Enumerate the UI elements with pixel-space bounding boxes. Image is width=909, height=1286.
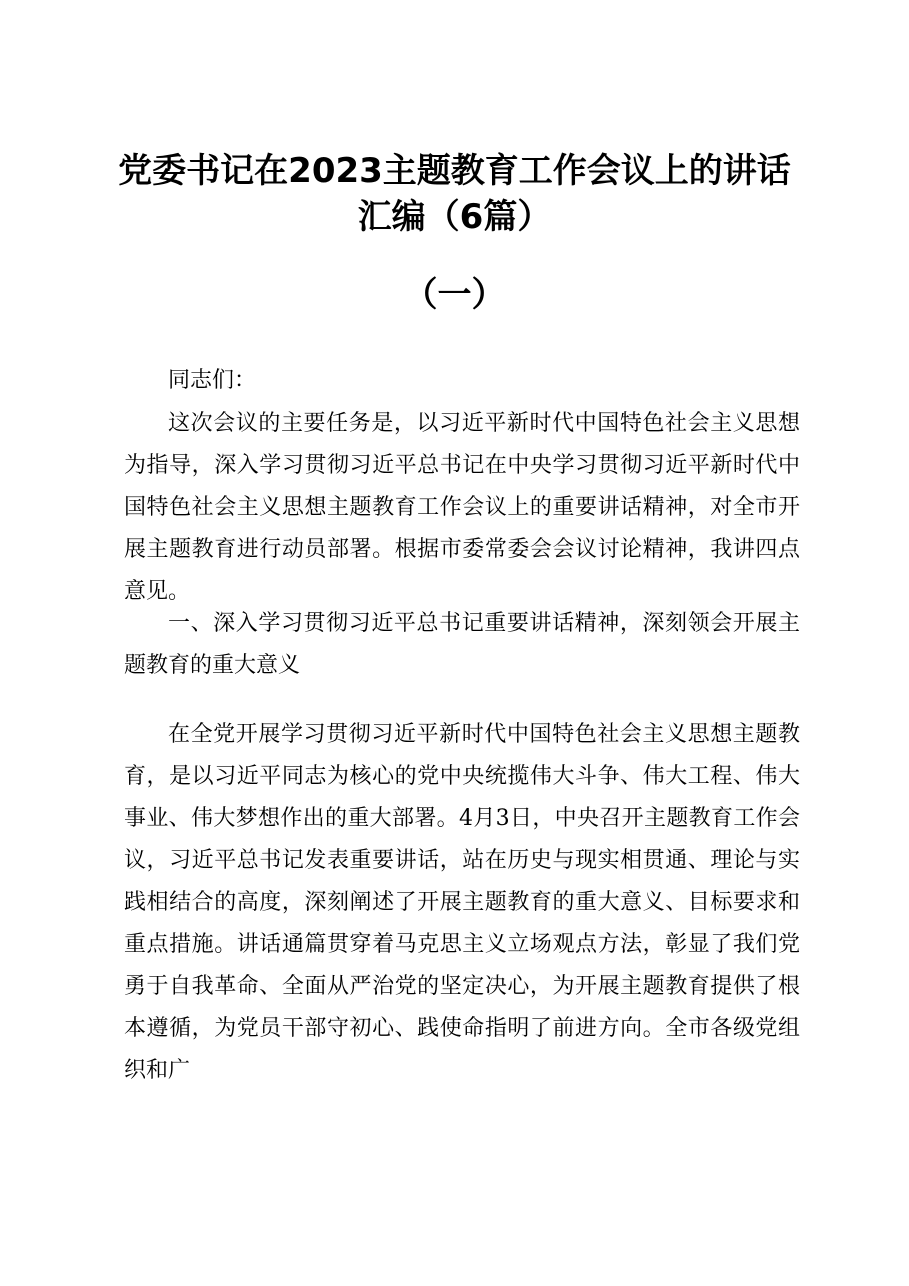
paragraph-2: 在全党开展学习贯彻习近平新时代中国特色社会主义思想主题教育，是以习近平同志为核心的党中央统揽伟大斗争、伟大工程、伟大事业、伟大梦想作出的重大部署。4月3日，中央召开主题教育工作会议，习近平总书记发表重要讲话，站在历史与现实相贯通、理论与实践相结合的高度，深刻阐述了开展主题教育的重大意义、目标要求和重点措施。讲话通篇贯穿着马克思主义立场观点方法，彰显了我们党勇于自我革命、全面从严治党的坚定决心，为开展主题教育提供了根本遵循，为党员干部守初心、践使命指明了前进方向。全市各级党组织和广 — [124, 722, 800, 1083]
section-number: （一） — [403, 275, 506, 315]
document-title — [100, 148, 809, 240]
salutation: 同志们： — [168, 368, 257, 393]
title-line-2: 汇编（6篇） — [357, 197, 552, 237]
title-line-1: 党委书记在2023主题教育工作会议上的讲话 — [118, 151, 791, 191]
paragraph-1: 这次会议的主要任务是，以习近平新时代中国特色社会主义思想为指导，深入学习贯彻习近平总书记在中央学习贯彻习近平新时代中国特色社会主义思想主题教育工作会议上的重要讲话精神，对全市开展主题教育进行动员部署。根据市委常委会会议讨论精神，我讲四点意见。 — [124, 411, 800, 604]
section-heading-1: 一、深入学习贯彻习近平总书记重要讲话精神，深刻领会开展主题教育的重大意义 — [124, 611, 800, 678]
